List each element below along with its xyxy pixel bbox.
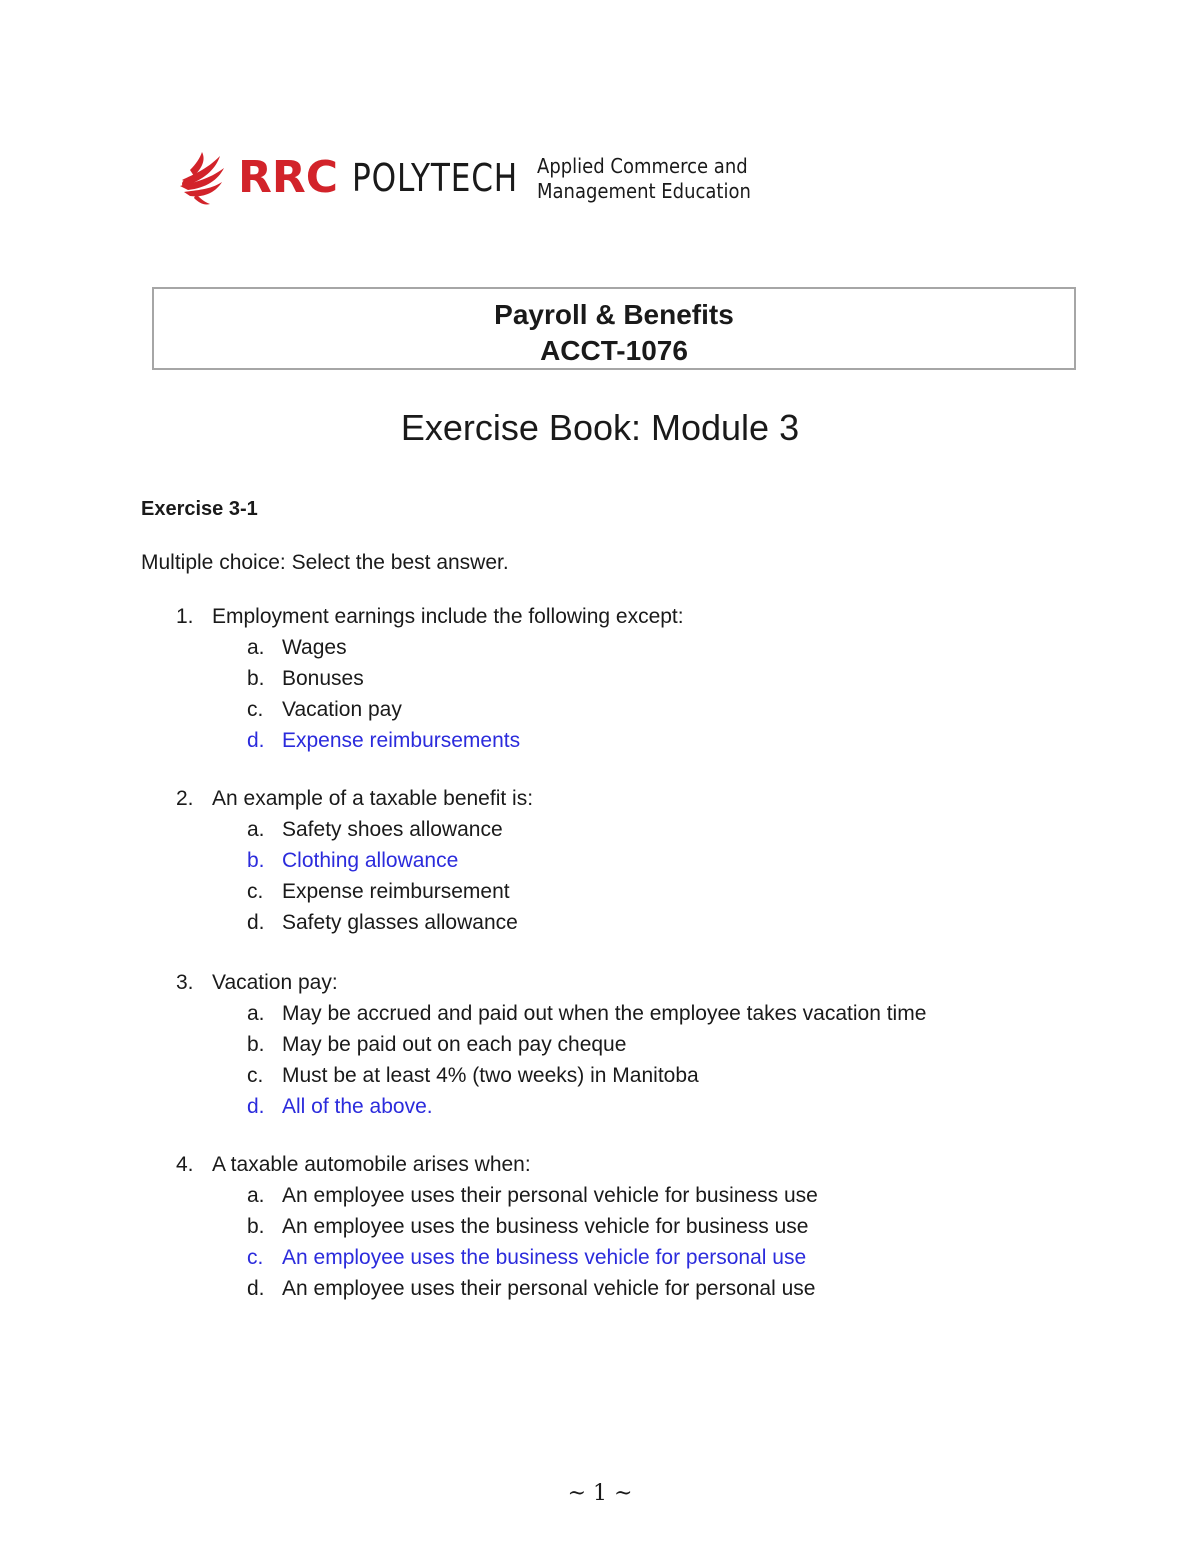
- option-text: Expense reimbursements: [282, 729, 521, 752]
- option-text: An employee uses the business vehicle for business use: [282, 1215, 809, 1238]
- question-number: 3.: [176, 971, 194, 994]
- question-2: [0, 786, 1200, 941]
- option-text: An employee uses their personal vehicle for business use: [282, 1184, 818, 1207]
- option-d-answer: [0, 728, 1200, 759]
- option-letter: c.: [247, 1246, 264, 1269]
- option-text: May be accrued and paid out when the employee takes vacation time: [282, 1002, 927, 1025]
- option-text: Wages: [282, 636, 347, 659]
- question-stem: [0, 786, 1200, 817]
- logo-rrc-text: RRC: [238, 152, 339, 203]
- option-text: All of the above.: [282, 1095, 433, 1118]
- option-text: May be paid out on each pay cheque: [282, 1033, 627, 1056]
- rrc-polytech-logo: [176, 148, 519, 208]
- option-letter: a.: [247, 1002, 265, 1025]
- question-text: A taxable automobile arises when:: [212, 1153, 531, 1176]
- option-a: [0, 635, 1200, 666]
- question-1: [0, 604, 1200, 759]
- option-letter: c.: [247, 1064, 264, 1087]
- exercise-heading: Exercise 3-1: [141, 498, 258, 520]
- option-text: Safety shoes allowance: [282, 818, 503, 841]
- option-text: Expense reimbursement: [282, 880, 510, 903]
- option-b-answer: [0, 848, 1200, 879]
- question-3: [0, 970, 1200, 1125]
- option-letter: b.: [247, 1033, 265, 1056]
- option-letter: d.: [247, 729, 265, 752]
- question-number: 4.: [176, 1153, 194, 1176]
- option-b: [0, 1032, 1200, 1063]
- option-text: Vacation pay: [282, 698, 402, 721]
- option-text: An employee uses the business vehicle for personal use: [282, 1246, 807, 1269]
- course-title: Payroll & Benefits: [494, 299, 734, 330]
- option-a: [0, 817, 1200, 848]
- exercise-instructions: Multiple choice: Select the best answer.: [141, 551, 509, 574]
- option-a: [0, 1183, 1200, 1214]
- question-4: [0, 1152, 1200, 1307]
- question-number: 1.: [176, 605, 194, 628]
- option-letter: d.: [247, 1095, 265, 1118]
- question-text: Employment earnings include the following except:: [212, 605, 684, 628]
- option-text: Clothing allowance: [282, 849, 459, 872]
- option-b: [0, 1214, 1200, 1245]
- option-letter: c.: [247, 698, 264, 721]
- option-d: [0, 1276, 1200, 1307]
- option-letter: b.: [247, 849, 265, 872]
- question-stem: [0, 604, 1200, 635]
- option-text: Bonuses: [282, 667, 364, 690]
- tagline-line-1: Applied Commerce and: [537, 154, 748, 178]
- option-c: [0, 697, 1200, 728]
- option-letter: b.: [247, 1215, 265, 1238]
- option-letter: d.: [247, 911, 265, 934]
- option-c: [0, 879, 1200, 910]
- option-d-answer: [0, 1094, 1200, 1125]
- question-stem: [0, 1152, 1200, 1183]
- page-title: Exercise Book: Module 3: [400, 407, 800, 448]
- option-b: [0, 666, 1200, 697]
- option-d: [0, 910, 1200, 941]
- option-letter: c.: [247, 880, 264, 903]
- option-text: An employee uses their personal vehicle for personal use: [282, 1277, 816, 1300]
- option-letter: a.: [247, 1184, 265, 1207]
- page-number: ~ 1 ~: [567, 1481, 633, 1506]
- rrc-feather-mark-icon: [176, 150, 228, 206]
- tagline-line-2: Management Education: [537, 179, 751, 203]
- logo-polytech-text: POLYTECH: [352, 156, 519, 200]
- option-text: Safety glasses allowance: [282, 911, 518, 934]
- question-text: Vacation pay:: [212, 971, 338, 994]
- option-letter: d.: [247, 1277, 265, 1300]
- option-c-answer: [0, 1245, 1200, 1276]
- course-title-box: [152, 287, 1076, 370]
- option-text: Must be at least 4% (two weeks) in Manitoba: [282, 1064, 699, 1087]
- option-letter: a.: [247, 636, 265, 659]
- question-number: 2.: [176, 787, 194, 810]
- logo-tagline: [537, 154, 751, 204]
- option-c: [0, 1063, 1200, 1094]
- question-stem: [0, 970, 1200, 1001]
- course-code: ACCT-1076: [540, 335, 688, 366]
- option-letter: a.: [247, 818, 265, 841]
- option-letter: b.: [247, 667, 265, 690]
- question-text: An example of a taxable benefit is:: [212, 787, 534, 810]
- option-a: [0, 1001, 1200, 1032]
